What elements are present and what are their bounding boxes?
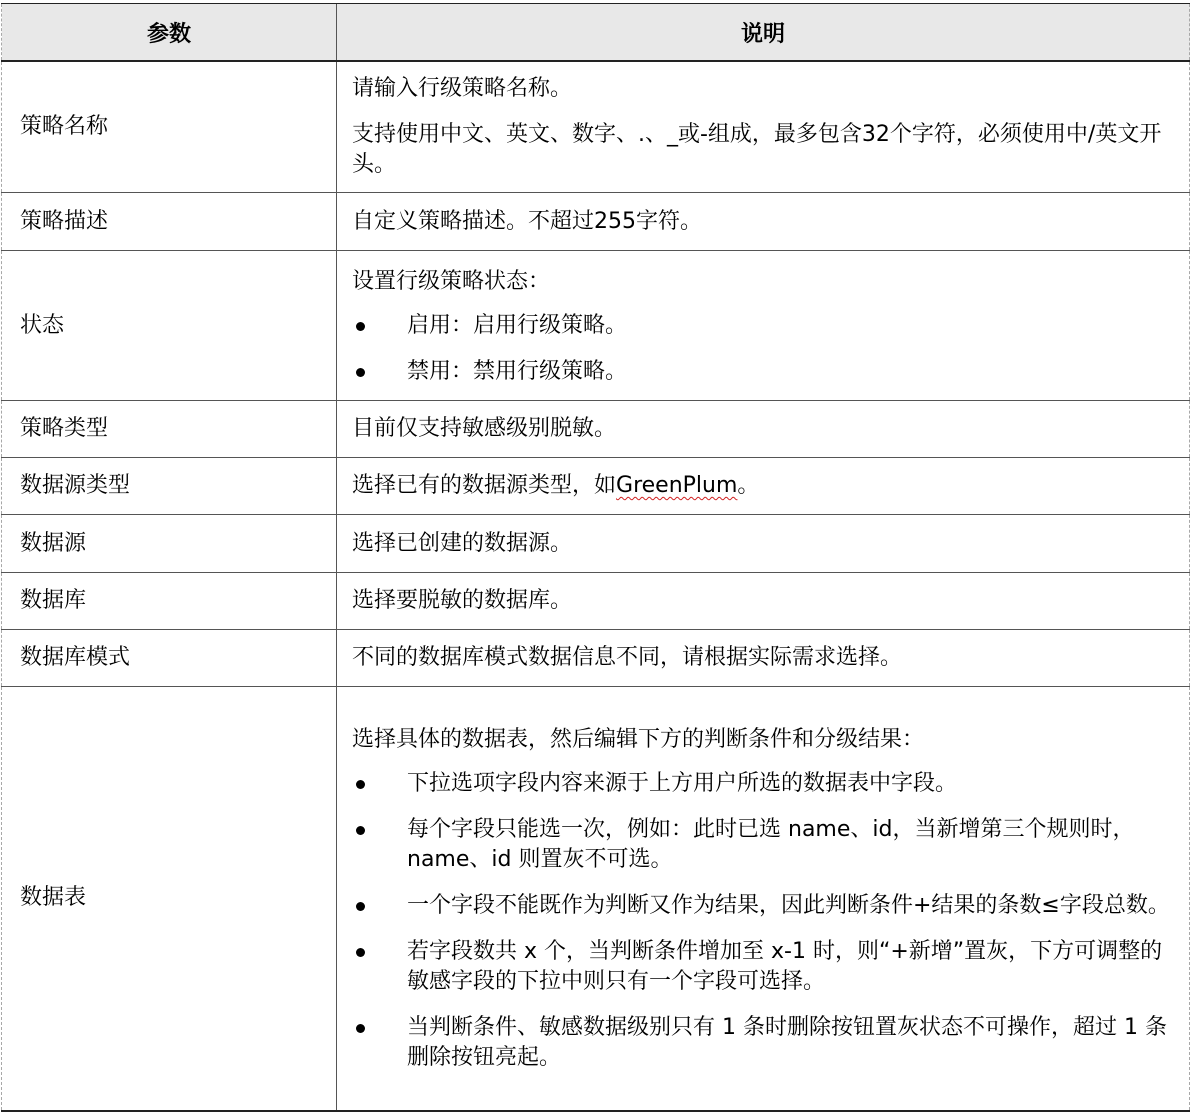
list-item (352, 1013, 1173, 1073)
header-param: 参数 (2, 4, 337, 62)
description-text: 设置行级策略状态： (352, 268, 551, 294)
list-item (352, 937, 1173, 997)
param-name: 数据库 (2, 573, 337, 630)
list-item (352, 891, 1173, 921)
header-description: 说明 (337, 4, 1190, 62)
table-row (2, 630, 1190, 687)
param-description (337, 630, 1190, 687)
param-description (337, 61, 1190, 193)
list-item (352, 357, 1173, 387)
table-row (2, 687, 1190, 1111)
param-name: 数据源 (2, 515, 337, 573)
list-item (352, 769, 1173, 799)
param-name: 策略类型 (2, 401, 337, 458)
param-description (337, 251, 1190, 401)
bullet-icon (356, 948, 365, 957)
param-name: 策略名称 (2, 61, 337, 193)
list-item-text: 启用：启用行级策略。 (407, 312, 628, 338)
param-name: 数据库模式 (2, 630, 337, 687)
description-text: 选择已创建的数据源。 (352, 530, 573, 556)
table-row (2, 193, 1190, 251)
param-description (337, 687, 1190, 1111)
description-text: 目前仅支持敏感级别脱敏。 (352, 416, 617, 441)
bullet-icon (356, 780, 365, 789)
bullet-icon (356, 322, 365, 331)
list-item-text: 当判断条件、敏感数据级别只有 1 条时删除按钮置灰状态不可操作，超过 1 条删除按钮亮起。 (407, 1015, 1167, 1071)
bullet-icon (356, 902, 365, 911)
description-prefix: 选择已有的数据源类型，如 (352, 473, 617, 498)
param-description (337, 401, 1190, 458)
description-text: 请输入行级策略名称。 (352, 76, 573, 101)
param-name: 策略描述 (2, 193, 337, 251)
parameter-table (1, 3, 1190, 1112)
list-item-text: 下拉选项字段内容来源于上方用户所选的数据表中字段。 (407, 771, 958, 797)
description-text: 自定义策略描述。不超过255字符。 (352, 208, 702, 234)
param-description (337, 458, 1190, 515)
description-text: 选择要脱敏的数据库。 (352, 588, 573, 613)
param-description (337, 515, 1190, 573)
table-header-row (2, 4, 1190, 62)
list-item (352, 311, 1173, 341)
bullet-icon (356, 1024, 365, 1033)
list-item-text: 每个字段只能选一次，例如：此时已选 name、id，当新增第三个规则时，name、id 则置灰不可选。 (407, 817, 1135, 873)
description-text (352, 469, 1173, 503)
list-item-text: 一个字段不能既作为判断又作为结果，因此判断条件+结果的条数≤字段总数。 (407, 893, 1170, 919)
list-item (352, 815, 1173, 875)
table-row (2, 251, 1190, 401)
table-row (2, 401, 1190, 458)
param-name: 数据表 (2, 687, 337, 1111)
bullet-list (352, 769, 1173, 1073)
param-description (337, 573, 1190, 630)
description-text: 选择具体的数据表，然后编辑下方的判断条件和分级结果： (352, 727, 925, 753)
table-row (2, 458, 1190, 515)
table-row (2, 573, 1190, 630)
table-row (2, 61, 1190, 193)
description-suffix: 。 (737, 473, 760, 498)
table-row (2, 515, 1190, 573)
bullet-icon (356, 826, 365, 835)
list-item-text: 禁用：禁用行级策略。 (407, 358, 628, 384)
description-text: 不同的数据库模式数据信息不同，请根据实际需求选择。 (352, 645, 903, 670)
bullet-icon (356, 368, 365, 377)
list-item-text: 若字段数共 x 个，当判断条件增加至 x-1 时，则“+新增”置灰，下方可调整的敏感字段的下拉中则只有一个字段可选择。 (407, 939, 1163, 995)
spellcheck-term: GreenPlum (616, 473, 738, 498)
bullet-list (352, 311, 1173, 387)
param-name: 状态 (2, 251, 337, 401)
param-description (337, 193, 1190, 251)
param-name: 数据源类型 (2, 458, 337, 515)
description-text: 支持使用中文、英文、数字、.、_或-组成，最多包含32个字符，必须使用中/英文开头。 (352, 122, 1162, 177)
